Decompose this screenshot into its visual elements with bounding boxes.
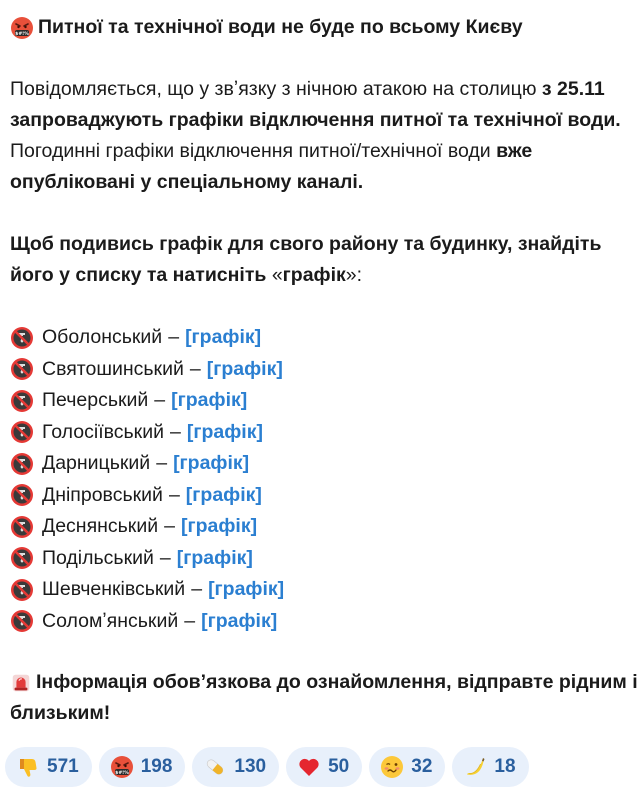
non-potable-water-icon xyxy=(10,609,34,633)
reaction-count: 571 xyxy=(47,756,79,777)
face-with-symbols-on-mouth-icon xyxy=(110,755,134,779)
non-potable-water-icon xyxy=(10,546,34,570)
svg-text:$#!%: $#!% xyxy=(15,31,29,37)
quote-close: »: xyxy=(345,264,363,286)
headline-text: Питної та технічної води не буде по всьому Києву xyxy=(38,16,523,38)
reaction-count: 32 xyxy=(411,756,433,777)
district-name: Оболонський xyxy=(42,326,163,349)
district-dash: – xyxy=(168,483,180,506)
schedule-link[interactable]: [графік] xyxy=(206,357,283,380)
schedule-link[interactable]: [графік] xyxy=(185,326,262,349)
district-row xyxy=(10,417,638,449)
district-row xyxy=(10,543,638,575)
announcement-bold-1: з 25.11 запроваджують графіки відключення питної та технічної води. xyxy=(10,78,621,131)
district-row xyxy=(10,448,638,480)
district-name: Соломʼянський xyxy=(42,609,179,632)
paragraph-final xyxy=(10,667,638,729)
district-row xyxy=(10,574,638,606)
non-potable-water-icon xyxy=(10,389,34,413)
reaction-button[interactable] xyxy=(369,747,445,787)
district-name: Голосіївський xyxy=(42,420,164,443)
district-name: Деснянський xyxy=(42,515,159,538)
paragraph-announcement xyxy=(10,74,638,198)
non-potable-water-icon xyxy=(10,483,34,507)
face-with-symbols-on-mouth-icon xyxy=(10,16,34,40)
reaction-button[interactable] xyxy=(99,747,186,787)
svg-text:$#!%: $#!% xyxy=(114,770,129,776)
non-potable-water-icon xyxy=(10,515,34,539)
district-row xyxy=(10,322,638,354)
final-text: Інформація обовʼязкова до ознайомлення, відправте рідним і близьким! xyxy=(10,671,638,724)
district-dash: – xyxy=(189,357,201,380)
non-potable-water-icon xyxy=(10,357,34,381)
district-dash: – xyxy=(159,546,171,569)
district-dash: – xyxy=(169,420,181,443)
district-name: Подільський xyxy=(42,546,154,569)
schedule-link[interactable]: [графік] xyxy=(201,609,278,632)
announcement-text-2: Погодинні графіки відключення питної/технічної води xyxy=(10,140,497,162)
district-row xyxy=(10,511,638,543)
pill-icon xyxy=(203,755,227,779)
district-dash: – xyxy=(168,326,180,349)
woozy-face-icon xyxy=(380,755,404,779)
district-name: Дарницький xyxy=(42,452,151,475)
banana-icon xyxy=(463,755,487,779)
reaction-count: 198 xyxy=(140,756,173,777)
non-potable-water-icon xyxy=(10,326,34,350)
district-dash: – xyxy=(164,515,175,538)
district-dash: – xyxy=(156,452,168,475)
reaction-count: 50 xyxy=(328,756,350,777)
schedule-link[interactable]: [графік] xyxy=(180,515,258,538)
reaction-count: 18 xyxy=(494,756,516,777)
district-dash: – xyxy=(191,578,203,601)
quote-word: графік xyxy=(282,264,346,286)
district-name: Дніпровський xyxy=(42,483,163,506)
reaction-button[interactable] xyxy=(5,747,92,787)
schedule-link[interactable]: [графік] xyxy=(208,578,285,601)
paragraph-instructions xyxy=(10,229,638,291)
district-name: Печерський xyxy=(42,389,149,412)
alarm-light-icon xyxy=(10,672,32,694)
schedule-link[interactable]: [графік] xyxy=(173,452,250,475)
red-heart-icon xyxy=(297,755,321,779)
district-row xyxy=(10,606,638,638)
announcement-text-1: Повідомляється, що у звʼязку з нічною атакою на столицю xyxy=(10,78,542,100)
district-row xyxy=(10,480,638,512)
reaction-button[interactable] xyxy=(452,747,528,787)
district-list xyxy=(10,322,638,637)
district-dash: – xyxy=(184,609,196,632)
non-potable-water-icon xyxy=(10,452,34,476)
district-row xyxy=(10,385,638,417)
reactions-bar xyxy=(5,747,529,787)
reaction-count: 130 xyxy=(234,756,267,777)
district-name: Святошинський xyxy=(42,357,184,380)
district-dash: – xyxy=(154,389,166,412)
schedule-link[interactable]: [графік] xyxy=(176,546,253,569)
post-headline xyxy=(10,12,638,43)
district-name: Шевченківський xyxy=(42,578,186,601)
instructions-text: Щоб подивись графік для свого району та будинку, знайдіть його у списку та натисніть xyxy=(10,233,602,286)
reaction-button[interactable] xyxy=(192,747,279,787)
message-post xyxy=(10,12,638,729)
thumbs-down-icon xyxy=(16,755,40,779)
schedule-link[interactable]: [графік] xyxy=(185,483,262,506)
district-row xyxy=(10,354,638,386)
announcement-bold-2: вже опубліковані у спеціальному каналі. xyxy=(10,140,533,193)
schedule-link[interactable]: [графік] xyxy=(186,420,263,443)
schedule-link[interactable]: [графік] xyxy=(171,389,248,412)
reaction-button[interactable] xyxy=(286,747,362,787)
quote-open: « xyxy=(271,264,283,286)
non-potable-water-icon xyxy=(10,420,34,444)
non-potable-water-icon xyxy=(10,578,34,602)
